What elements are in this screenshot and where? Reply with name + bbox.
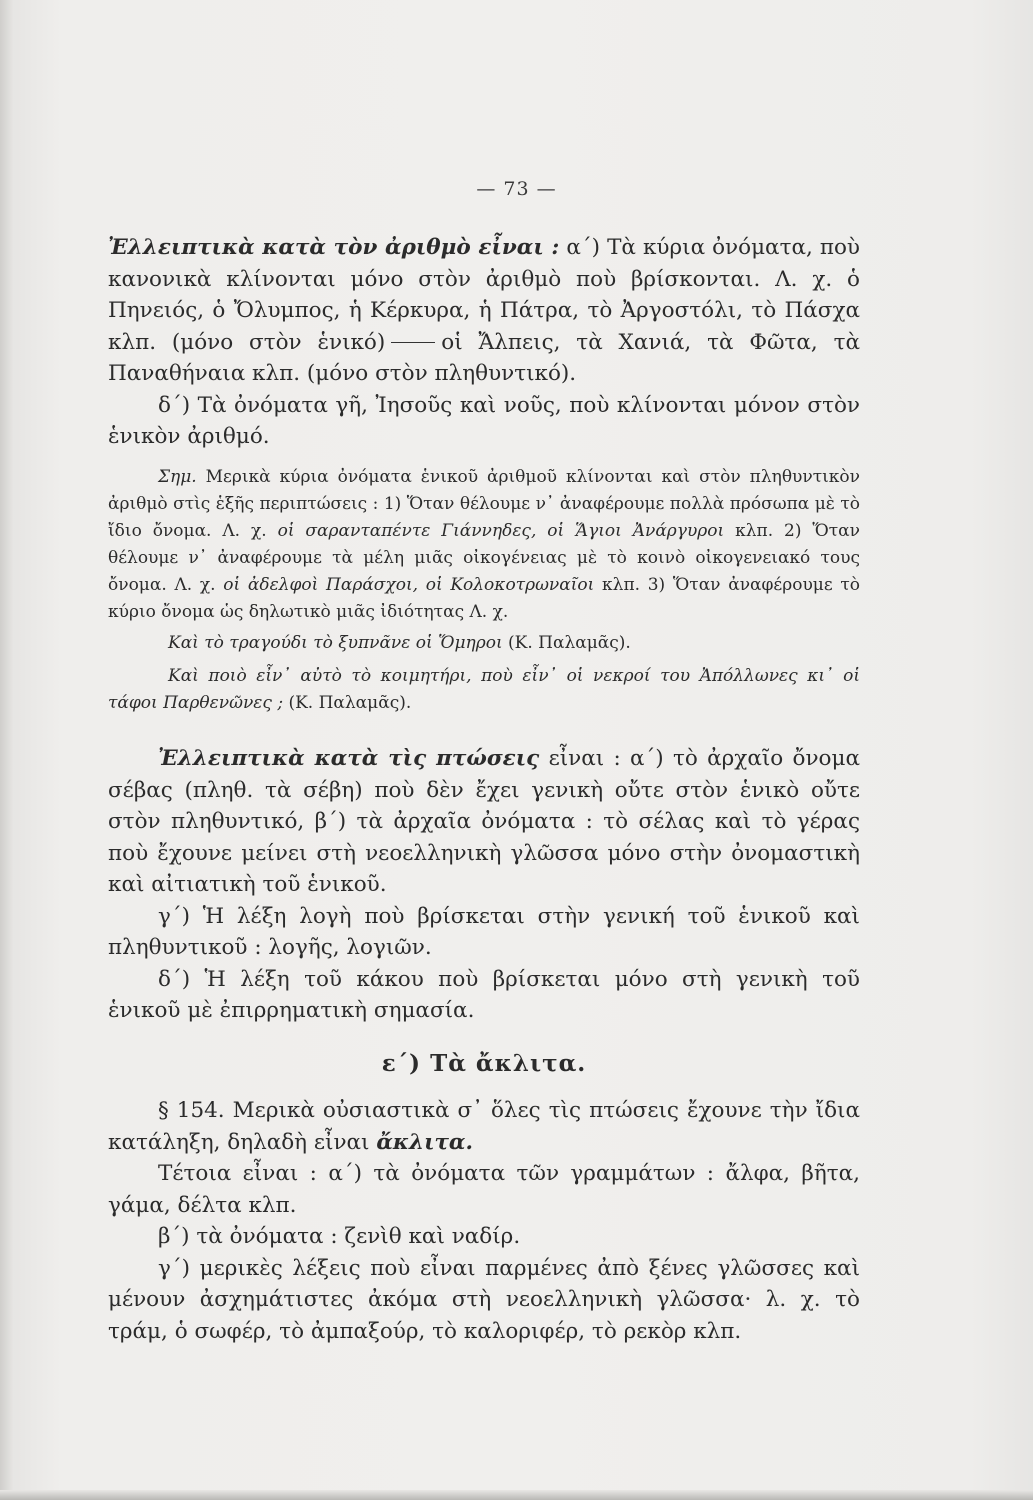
section-heading: ε΄) Τὰ ἄκλιτα. — [381, 1050, 587, 1077]
page-bottom-edge — [0, 1490, 1033, 1500]
example: οἱ σαρανταπέντε Γιάννηδες, οἱ Ἅγιοι Ἀνάργυροι — [277, 521, 725, 541]
text: εἶναι : α΄) τὸ ἀρχαῖο ὄνομα σέβας (πληθ. τὰ σέβη) ποὺ δὲν ἔχει γενικὴ οὔτε στὸν ἑνικὸ οὔτε στὸν πληθυντικό, β΄) τὰ ἀρχαῖα ὀνόματα : τὸ σέλας καὶ τὸ γέρας ποὺ ἔχουνε μείνει στὴ νεοελληνικὴ γλῶσσα μόνο στὴν ὀνομαστικὴ καὶ αἰτιατικὴ τοῦ ἑνικοῦ. — [108, 746, 860, 897]
page-number: — 73 — — [476, 178, 557, 200]
text: οἱ Ἄλπεις, τὰ Χανιά, τὰ Φῶτα, τὰ Παναθήναια κλπ. (μόνο στὸν πληθυντικό). — [108, 329, 860, 386]
quote-author: (Κ. Παλαμᾶς). — [502, 633, 631, 653]
term-elliptic-number: Ἐλλειπτικὰ κατὰ τὸν ἀριθμὸ εἶναι : — [108, 235, 560, 260]
example: οἱ ἀδελφοὶ Παράσχοι, οἱ Κολοκοτρωναῖοι — [223, 575, 595, 595]
em-dash — [391, 342, 435, 343]
paragraph-delta: δ΄) Ἡ λέξη τοῦ κάκου ποὺ βρίσκεται μόνο στὴ γενικὴ τοῦ ἑνικοῦ μὲ ἐπιρρηματικὴ σημασία. — [108, 966, 860, 1023]
note-block — [108, 464, 860, 717]
text: κλπ. 3) Ὅταν ἀναφέρουμε τὸ κύριο ὄνομα ὡς δηλωτικὸ μιᾶς ἰδιότητας Λ. χ. — [108, 575, 860, 622]
paragraph-gamma: γ΄) Ἡ λέξη λογὴ ποὺ βρίσκεται στὴν γενική τοῦ ἑνικοῦ καὶ πληθυντικοῦ : λογῆς, λογιῶν. — [108, 903, 860, 960]
text: Μερικὰ κύρια ὀνόματα ἑνικοῦ ἀριθμοῦ κλίνονται καὶ στὸν πληθυντικὸν ἀριθμὸ στὶς ἑξῆς περιπτώσεις : 1) Ὅταν θέλουμε ν᾽ ἀναφέρουμε πολλὰ πρόσωπα μὲ τὸ ἴδιο ὄνομα. Λ. χ. — [108, 467, 860, 541]
paragraph-beta: β΄) τὰ ὀνόματα : ζενὶθ καὶ ναδίρ. — [158, 1224, 521, 1249]
page-edge-shadow — [0, 0, 14, 1500]
quote: Καὶ ποιὸ εἶν᾽ αὐτὸ τὸ κοιμητήρι, ποὺ εἶν᾽ οἱ νεκροί του Ἀπόλλωνες κι᾽ οἱ τάφοι Παρθενῶνες ; — [108, 666, 860, 713]
note-label: Σημ. — [158, 467, 197, 487]
text: α΄) Τὰ κύρια ὀνόματα, ποὺ κανονικὰ κλίνονται μόνο στὸν ἀριθμὸ ποὺ βρίσκονται. Λ. χ. ὁ Πηνειός, ὁ Ὄλυμπος, ἡ Κέρκυρα, ἡ Πάτρα, τὸ Ἀργοστόλι, τὸ Πάσχα κλπ. (μόνο στὸν ἑνικό) — [108, 235, 860, 355]
paragraph-gamma: γ΄) μερικὲς λέξεις ποὺ εἶναι παρμένες ἀπὸ ξένες γλῶσσες καὶ μένουν ἀσχημάτιστες ἀκόμα στὴ νεοελληνικὴ γλῶσσα· λ. χ. τὸ τράμ, ὁ σωφέρ, τὸ ἀμπαξούρ, τὸ καλοριφέρ, τὸ ρεκὸρ κλπ. — [108, 1255, 860, 1344]
quote-author: (Κ. Παλαμᾶς). — [283, 693, 412, 713]
block-indeclinables — [108, 1095, 860, 1347]
text: § 154. Μερικὰ οὐσιαστικὰ σ᾽ ὅλες τὶς πτώσεις ἔχουνε τὴν ἴδια κατάληξη, δηλαδὴ εἶναι — [108, 1098, 860, 1155]
paragraph-alpha: Τέτοια εἶναι : α΄) τὰ ὀνόματα τῶν γραμμάτων : ἄλφα, βῆτα, γάμα, δέλτα κλπ. — [108, 1161, 860, 1218]
term-indeclinable: ἄκλιτα. — [376, 1129, 473, 1155]
block-number-elliptic — [108, 232, 860, 453]
text: κλπ. 2) Ὅταν θέλουμε ν᾽ ἀναφέρουμε τὰ μέλη μιᾶς οἰκογένειας μὲ τὸ κοινὸ οἰκογενειακό τους ὄνομα. Λ. χ. — [108, 521, 860, 595]
term-elliptic-cases: Ἐλλειπτικὰ κατὰ τὶς πτώσεις — [158, 746, 540, 771]
quote: Καὶ τὸ τραγούδι τὸ ξυπνᾶνε οἱ Ὅμηροι — [168, 633, 503, 653]
paragraph-delta: δ΄) Τὰ ὀνόματα γῆ, Ἰησοῦς καὶ νοῦς, ποὺ κλίνονται μόνον στὸν ἑνικὸν ἀριθμό. — [108, 392, 860, 449]
block-case-elliptic — [108, 743, 860, 1027]
